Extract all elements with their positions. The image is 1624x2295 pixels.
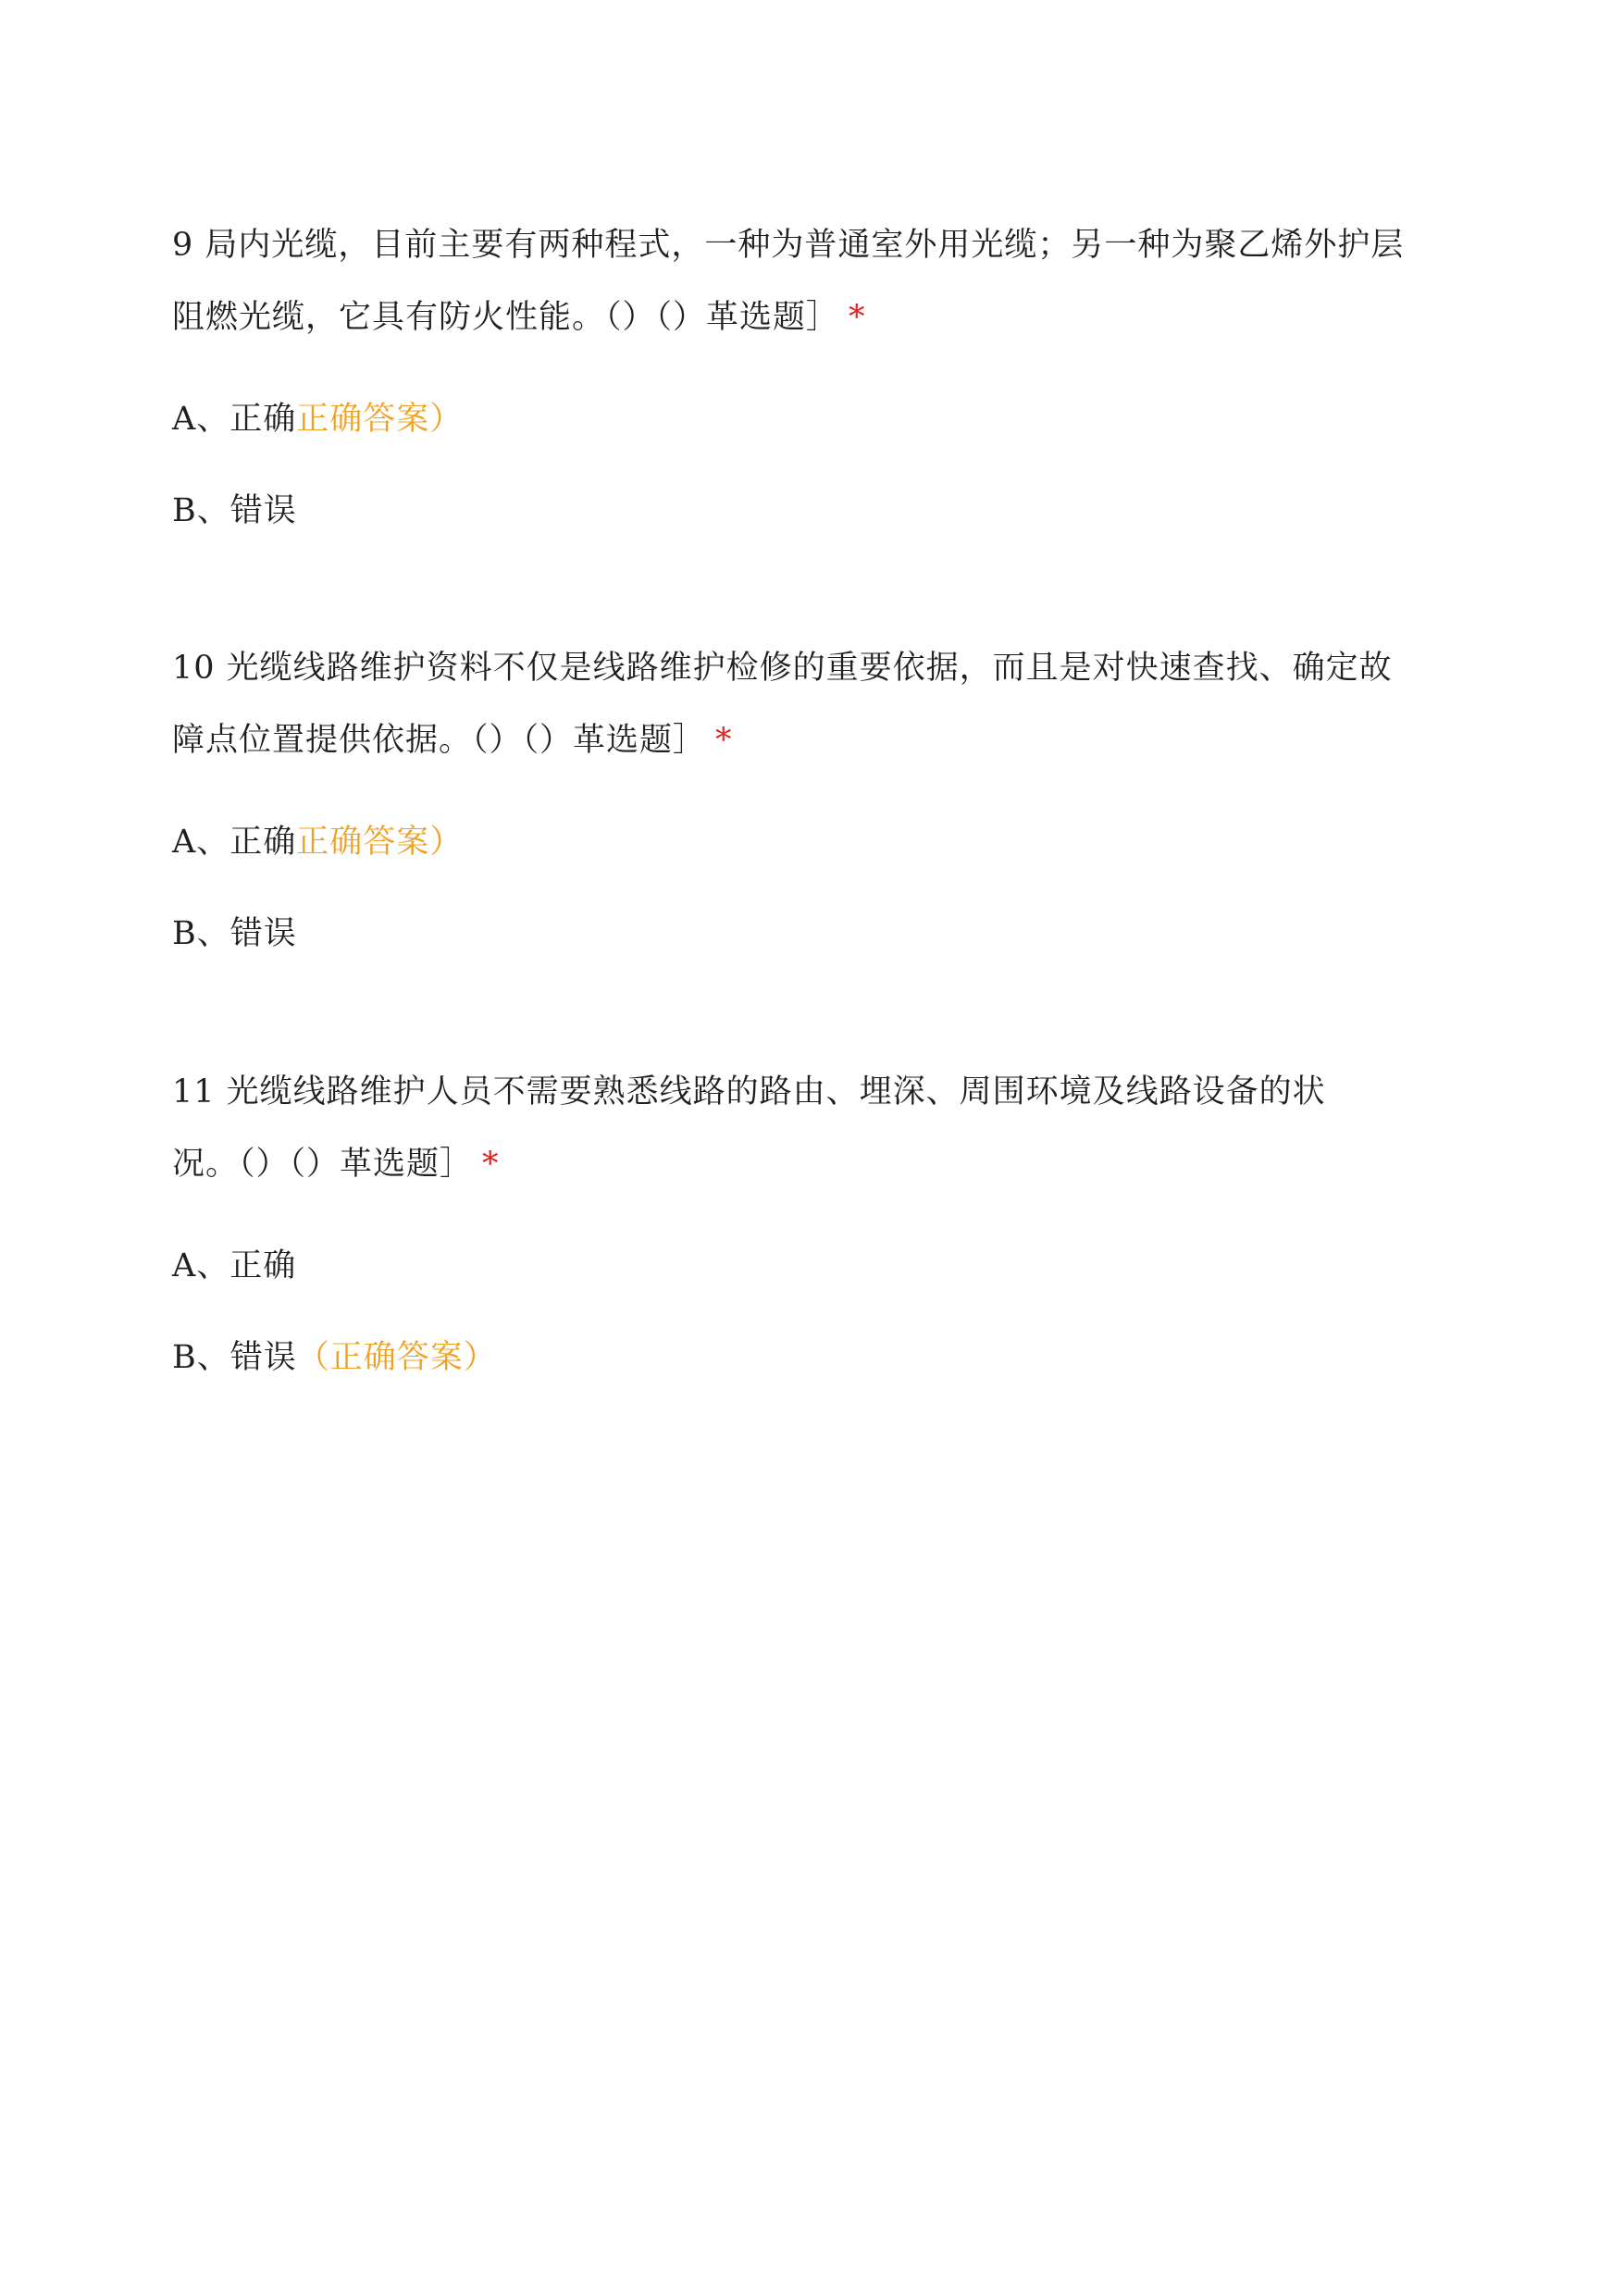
option-label: A、正确: [172, 1247, 297, 1284]
question-11: [172, 1056, 1468, 1376]
question-stem: [172, 209, 1468, 354]
required-mark: *: [482, 1146, 500, 1183]
option-b: [172, 1334, 497, 1381]
option-label: B、错误: [172, 915, 297, 952]
question-stem-line: 10 光缆线路维护资料不仅是线路维护检修的重要依据，而且是对快速查找、确定故: [172, 650, 1393, 687]
correct-answer-note: 正确答案）: [296, 824, 464, 861]
question-stem-text: 况。（）（）革选题］: [172, 1146, 474, 1183]
correct-answer-note: 正确答案）: [296, 401, 464, 438]
question-stem: [172, 632, 1468, 776]
option-a: [172, 1243, 296, 1289]
question-stem-line: [172, 281, 1468, 354]
question-stem-text: 障点位置提供依据。（）（）革选题］: [172, 722, 707, 759]
question-10: [172, 632, 1468, 952]
option-label: B、错误: [172, 492, 297, 529]
option-b: [172, 488, 297, 534]
option-label: A、正确: [172, 401, 297, 438]
correct-answer-note: （正确答案）: [296, 1339, 497, 1376]
question-9: [172, 209, 1468, 529]
question-stem-line: [172, 1128, 1468, 1200]
question-stem-line: 11 光缆线路维护人员不需要熟悉线路的路由、埋深、周围环境及线路设备的状: [172, 1073, 1326, 1110]
question-stem-text: 阻燃光缆，它具有防火性能。（）（）革选题］: [172, 299, 840, 336]
option-a: [172, 819, 463, 865]
option-b: [172, 911, 297, 957]
question-stem: [172, 1056, 1468, 1200]
option-label: A、正确: [172, 824, 297, 861]
required-mark: *: [715, 722, 733, 759]
option-a: [172, 396, 463, 442]
option-label: B、错误: [172, 1339, 297, 1376]
required-mark: *: [849, 299, 866, 336]
question-stem-line: 9 局内光缆，目前主要有两种程式，一种为普通室外用光缆；另一种为聚乙烯外护层: [172, 227, 1405, 264]
question-stem-line: [172, 704, 1468, 776]
